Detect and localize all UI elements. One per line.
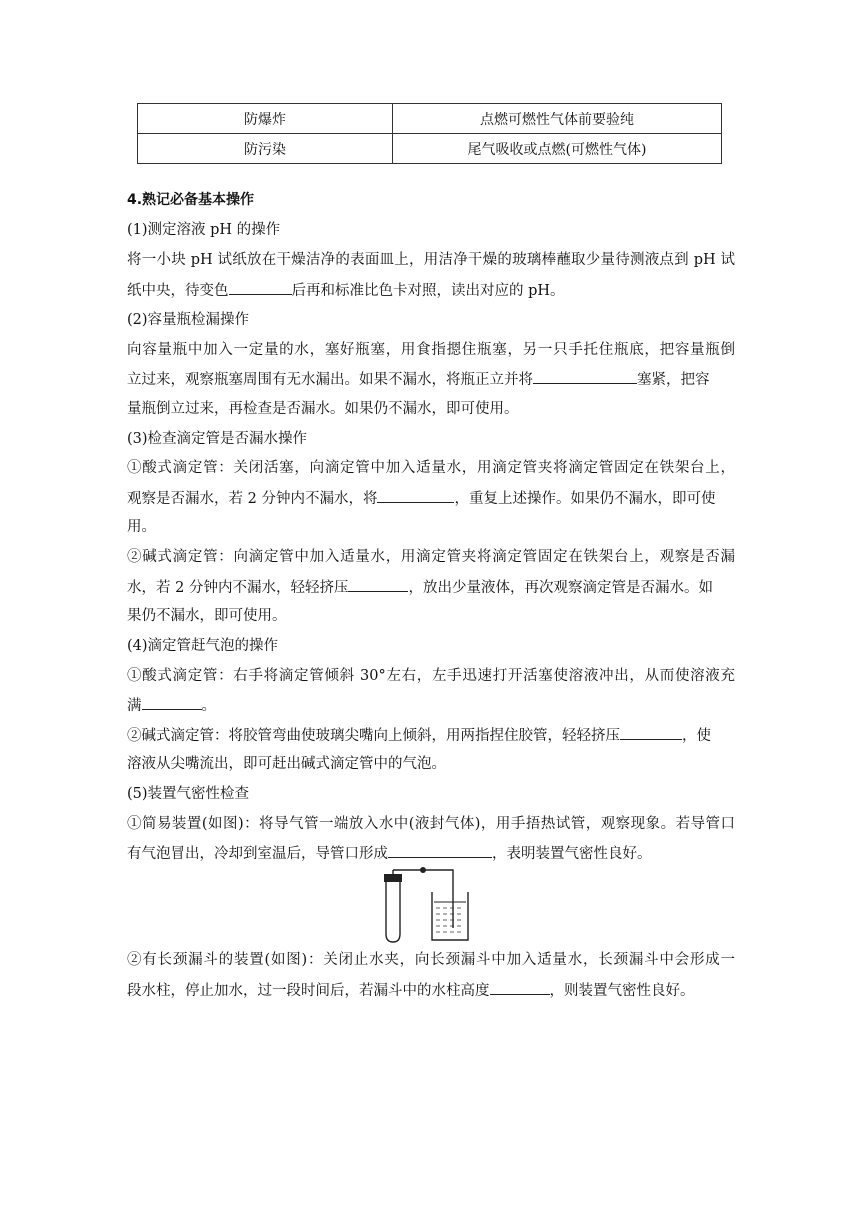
paragraph-line bbox=[127, 369, 710, 390]
paragraph-line bbox=[127, 577, 713, 598]
paragraph-line: ②碱式滴定管：向滴定管中加入适量水，用滴定管夹将滴定管固定在铁架台上，观察是否漏 bbox=[127, 549, 735, 565]
table-cell: 尾气吸收或点燃(可燃性气体) bbox=[393, 134, 722, 164]
subsection-title: (2)容量瓶检漏操作 bbox=[127, 312, 250, 328]
text-span: 塞紧，把容 bbox=[637, 372, 710, 388]
text-span: 满 bbox=[127, 698, 142, 714]
text-span: 立过来，观察瓶塞周围有无水漏出。如果不漏水，将瓶正立并将 bbox=[127, 372, 533, 388]
fill-blank[interactable] bbox=[348, 577, 408, 592]
paragraph-line: ①简易装置(如图)：将导气管一端放入水中(液封气体)，用手捂热试管，观察现象。若导管口 bbox=[127, 816, 735, 832]
precaution-table bbox=[137, 103, 722, 164]
text-span: 后再和标准比色卡对照，读出对应的 pH。 bbox=[291, 283, 565, 299]
fill-blank[interactable] bbox=[620, 725, 682, 740]
text-span: ②碱式滴定管：将胶管弯曲使玻璃尖嘴向上倾斜，用两指捏住胶管，轻轻挤压 bbox=[127, 728, 620, 744]
paragraph-line: 溶液从尖嘴流出，即可赶出碱式滴定管中的气泡。 bbox=[127, 756, 446, 772]
text-span: ，放出少量液体，再次观察滴定管是否漏水。如 bbox=[408, 580, 713, 596]
table-row bbox=[138, 104, 722, 134]
subsection-title: (4)滴定管赶气泡的操作 bbox=[127, 638, 279, 654]
paragraph-line bbox=[127, 695, 216, 716]
paragraph-line: ①酸式滴定管：右手将滴定管倾斜 30°左右，左手迅速打开活塞使溶液冲出，从而使溶液充 bbox=[127, 668, 735, 684]
paragraph-line: 用。 bbox=[127, 519, 156, 535]
paragraph-line: 向容量瓶中加入一定量的水，塞好瓶塞，用食指摁住瓶塞，另一只手托住瓶底，把容量瓶倒 bbox=[127, 342, 735, 358]
text-span: ，重复上述操作。如果仍不漏水，即可使 bbox=[454, 491, 716, 507]
paragraph-line bbox=[127, 488, 715, 509]
paragraph-line: ②有长颈漏斗的装置(如图)：关闭止水夹，向长颈漏斗中加入适量水，长颈漏斗中会形成一 bbox=[127, 952, 735, 968]
subsection-title: (1)测定溶液 pH 的操作 bbox=[127, 222, 281, 238]
text-span: ，表明装置气密性良好。 bbox=[492, 846, 652, 862]
paragraph-line bbox=[127, 980, 695, 1001]
fill-blank[interactable] bbox=[490, 980, 550, 995]
table-cell: 防爆炸 bbox=[138, 104, 393, 134]
fill-blank[interactable] bbox=[229, 280, 292, 295]
text-span: 纸中央，待变色 bbox=[127, 283, 229, 299]
fill-blank[interactable] bbox=[142, 695, 202, 710]
paragraph-line: 将一小块 pH 试纸放在干燥洁净的表面皿上，用洁净干燥的玻璃棒蘸取少量待测液点到 pH 试 bbox=[127, 252, 735, 268]
text-span: ，使 bbox=[682, 728, 711, 744]
fill-blank[interactable] bbox=[533, 369, 637, 384]
table-row bbox=[138, 134, 722, 164]
paragraph-line bbox=[127, 280, 565, 301]
text-span: 观察是否漏水，若 2 分钟内不漏水，将 bbox=[127, 491, 378, 507]
paragraph-line: 量瓶倒立过来，再检查是否漏水。如果仍不漏水，即可使用。 bbox=[127, 401, 519, 417]
airtightness-apparatus-figure bbox=[380, 866, 472, 944]
paragraph-line bbox=[127, 725, 711, 746]
table-cell: 防污染 bbox=[138, 134, 393, 164]
table-cell: 点燃可燃性气体前要验纯 bbox=[393, 104, 722, 134]
text-span: 段水柱，停止加水，过一段时间后，若漏斗中的水柱高度 bbox=[127, 983, 490, 999]
subsection-title: (5)装置气密性检查 bbox=[127, 786, 250, 802]
text-span: ，则装置气密性良好。 bbox=[549, 983, 695, 999]
text-span: 。 bbox=[201, 698, 216, 714]
subsection-title: (3)检查滴定管是否漏水操作 bbox=[127, 431, 308, 447]
paragraph-line: 果仍不漏水，即可使用。 bbox=[127, 608, 287, 624]
paragraph-line: ①酸式滴定管：关闭活塞，向滴定管中加入适量水，用滴定管夹将滴定管固定在铁架台上， bbox=[127, 460, 735, 476]
text-span: 水，若 2 分钟内不漏水，轻轻挤压 bbox=[127, 580, 349, 596]
fill-blank[interactable] bbox=[388, 843, 492, 858]
fill-blank[interactable] bbox=[377, 488, 454, 503]
text-span: 有气泡冒出，冷却到室温后，导管口形成 bbox=[127, 846, 388, 862]
paragraph-line bbox=[127, 843, 652, 864]
section-title: 4.熟记必备基本操作 bbox=[127, 192, 255, 208]
